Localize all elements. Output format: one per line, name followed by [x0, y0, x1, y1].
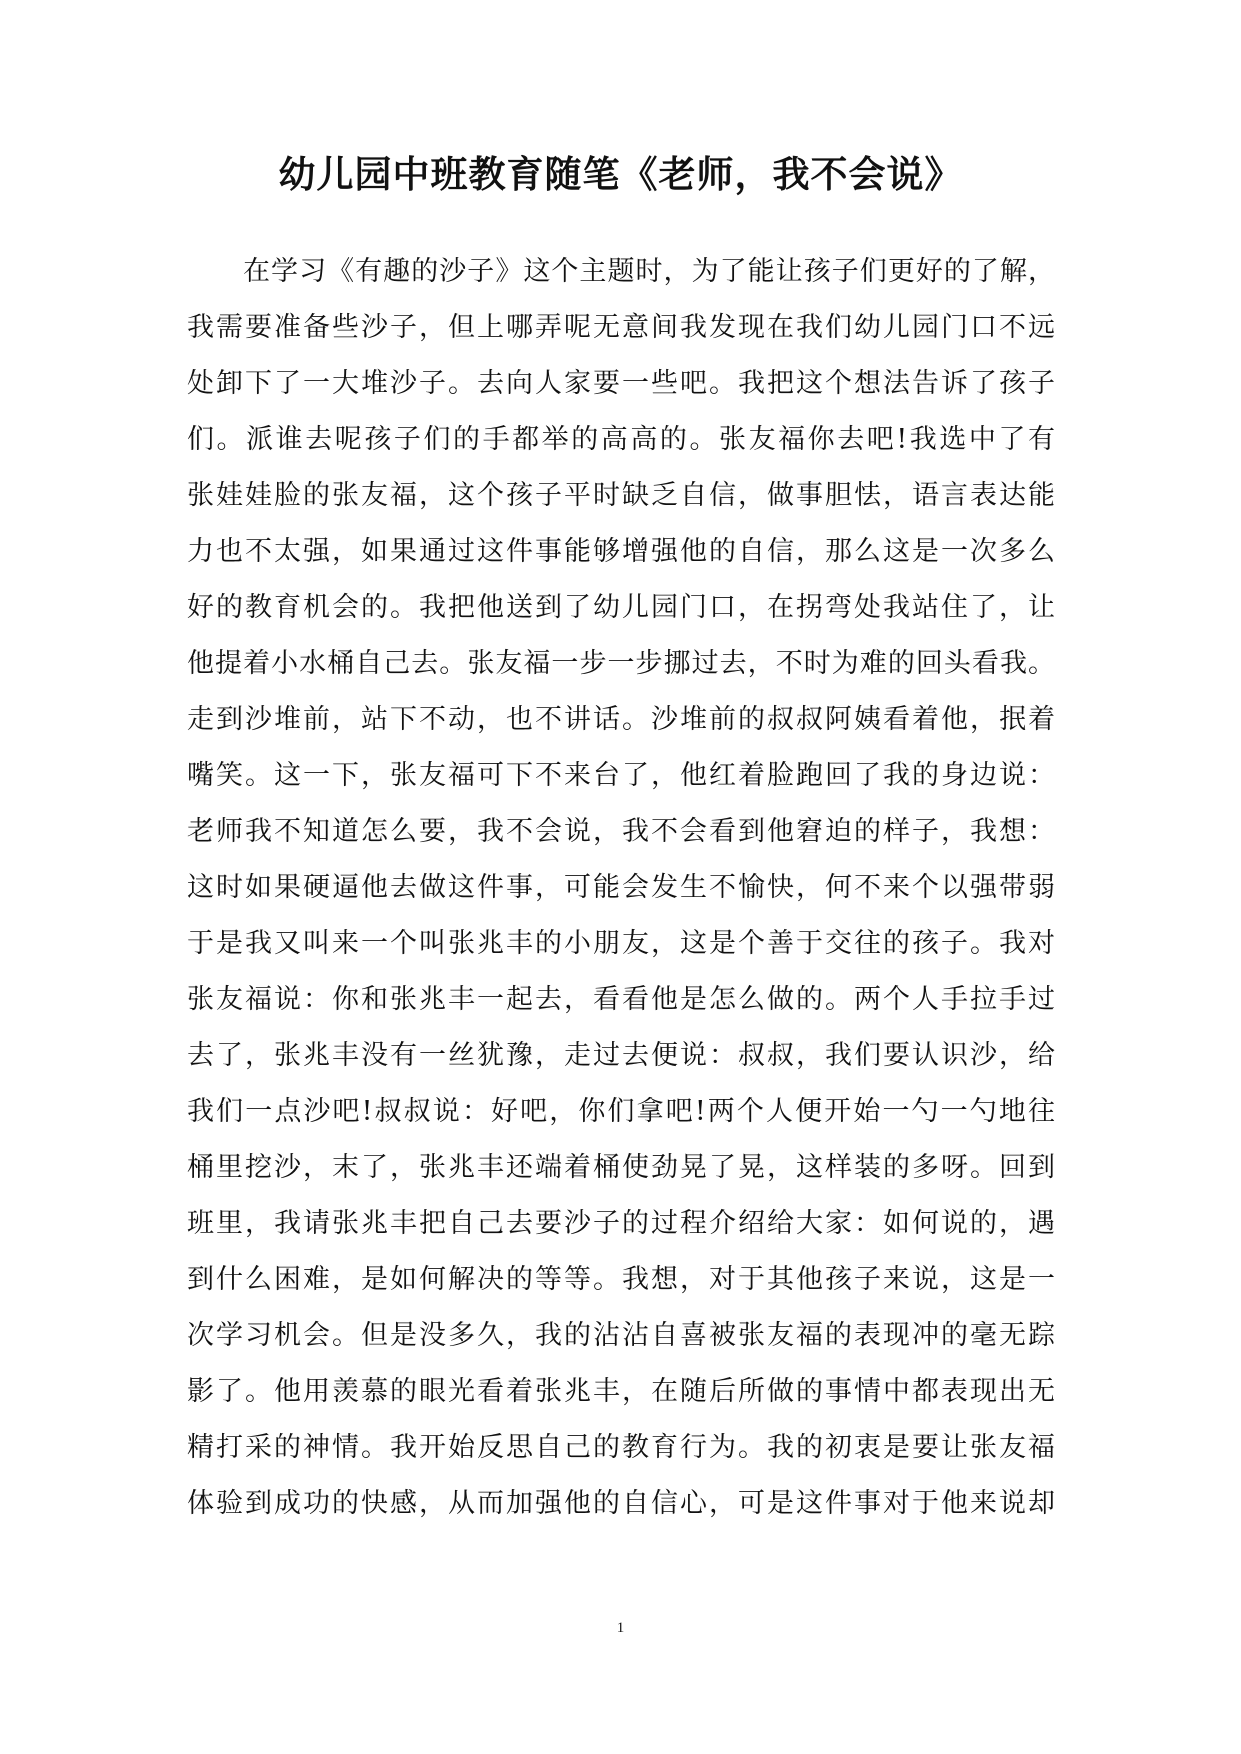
text-line: 们。派谁去呢孩子们的手都举的高高的。张友福你去吧!我选中了有 — [187, 424, 1055, 455]
text-line: 去了，张兆丰没有一丝犹豫，走过去便说：叔叔，我们要认识沙，给 — [187, 1040, 1055, 1071]
text-line: 他提着小水桶自己去。张友福一步一步挪过去，不时为难的回头看我。 — [187, 648, 1055, 679]
text-line: 力也不太强，如果通过这件事能够增强他的自信，那么这是一次多么 — [187, 536, 1055, 567]
text-line: 体验到成功的快感，从而加强他的自信心，可是这件事对于他来说却 — [187, 1488, 1055, 1519]
text-line: 在学习《有趣的沙子》这个主题时，为了能让孩子们更好的了解， — [243, 256, 1055, 287]
text-line: 这时如果硬逼他去做这件事，可能会发生不愉快，何不来个以强带弱 — [187, 872, 1055, 903]
text-line: 处卸下了一大堆沙子。去向人家要一些吧。我把这个想法告诉了孩子 — [187, 368, 1055, 399]
text-line: 张娃娃脸的张友福，这个孩子平时缺乏自信，做事胆怯，语言表达能 — [187, 480, 1055, 511]
text-line: 影了。他用羡慕的眼光看着张兆丰，在随后所做的事情中都表现出无 — [187, 1376, 1055, 1407]
text-line: 桶里挖沙，末了，张兆丰还端着桶使劲晃了晃，这样装的多呀。回到 — [187, 1152, 1055, 1183]
text-line: 我需要准备些沙子，但上哪弄呢无意间我发现在我们幼儿园门口不远 — [187, 312, 1055, 343]
text-line: 次学习机会。但是没多久，我的沾沾自喜被张友福的表现冲的毫无踪 — [187, 1320, 1055, 1351]
text-line: 于是我又叫来一个叫张兆丰的小朋友，这是个善于交往的孩子。我对 — [187, 928, 1055, 959]
text-line: 精打采的神情。我开始反思自己的教育行为。我的初衷是要让张友福 — [187, 1432, 1055, 1463]
body-paragraph — [187, 244, 1055, 1532]
document-title: 幼儿园中班教育随笔《老师，我不会说》 — [278, 153, 963, 196]
page-number: 1 — [616, 1620, 625, 1636]
text-line: 走到沙堆前，站下不动，也不讲话。沙堆前的叔叔阿姨看着他，抿着 — [187, 704, 1055, 735]
text-line: 到什么困难，是如何解决的等等。我想，对于其他孩子来说，这是一 — [187, 1264, 1055, 1295]
text-line: 张友福说：你和张兆丰一起去，看看他是怎么做的。两个人手拉手过 — [187, 984, 1055, 1015]
text-line: 好的教育机会的。我把他送到了幼儿园门口，在拐弯处我站住了，让 — [187, 592, 1055, 623]
text-line: 我们一点沙吧!叔叔说：好吧，你们拿吧!两个人便开始一勺一勺地往 — [187, 1096, 1055, 1127]
text-line: 嘴笑。这一下，张友福可下不来台了，他红着脸跑回了我的身边说： — [187, 760, 1055, 791]
text-line: 老师我不知道怎么要，我不会说，我不会看到他窘迫的样子，我想： — [187, 816, 1055, 847]
text-line: 班里，我请张兆丰把自己去要沙子的过程介绍给大家：如何说的，遇 — [187, 1208, 1055, 1239]
